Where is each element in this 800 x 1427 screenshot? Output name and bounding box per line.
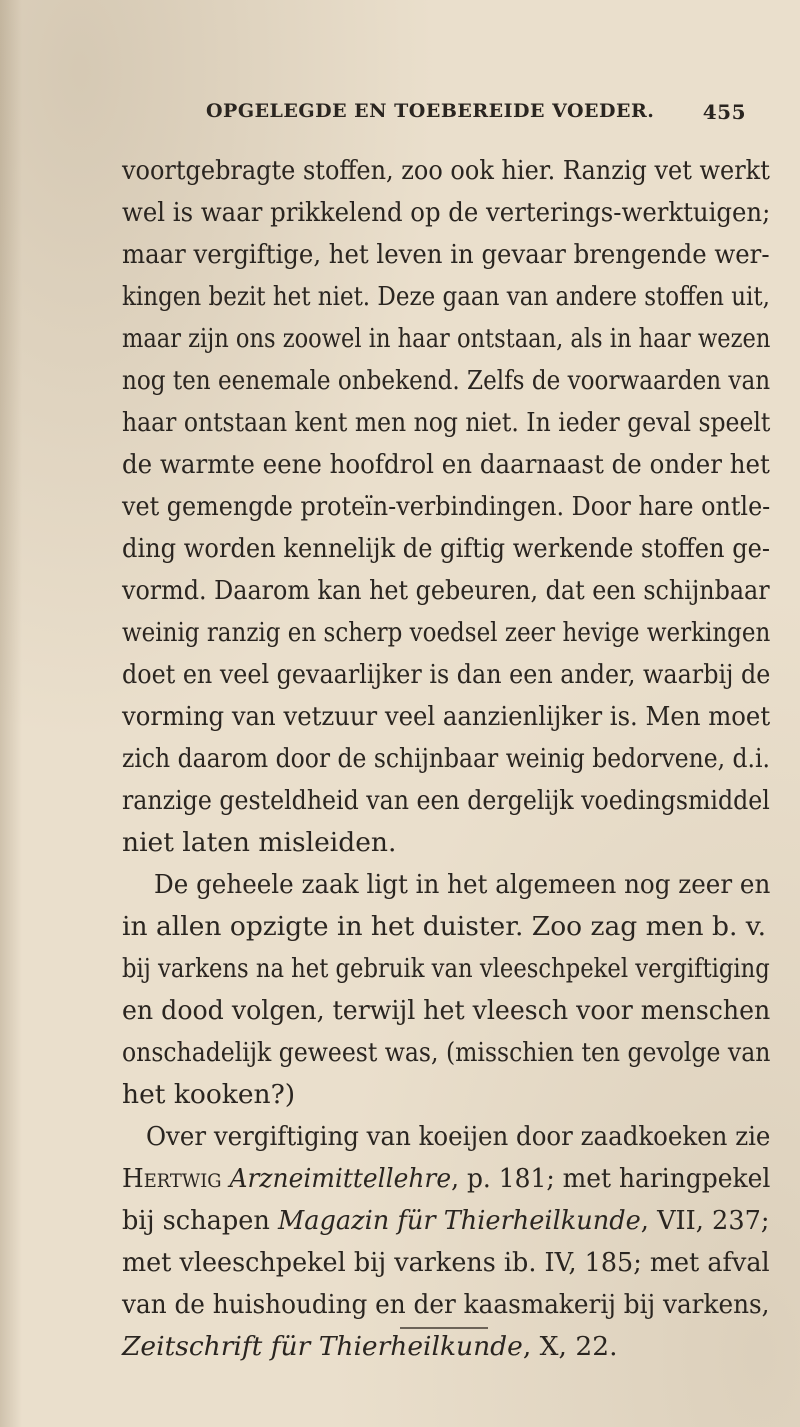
note-line: van de huishouding en der kaasmakerij bij varkens, xyxy=(122,1289,770,1320)
note-line: Zeitschrift für Thierheilkunde, X, 22. xyxy=(122,1331,618,1362)
text-line: zich daarom door de schijnbaar weinig bedorvene, d.i. xyxy=(122,743,770,774)
text-line: niet laten misleiden. xyxy=(122,827,397,858)
text-line: vet gemengde proteïn-verbindingen. Door hare ontle- xyxy=(122,491,771,522)
note-work-title: Arzneimittellehre xyxy=(229,1163,452,1194)
text-line: weinig ranzig en scherp voedsel zeer hevige werkingen xyxy=(122,617,771,648)
text-line: kingen bezit het niet. Deze gaan van andere stoffen uit, xyxy=(122,281,770,312)
note-line: met vleeschpekel bij varkens ib. IV, 185; met afval xyxy=(122,1247,770,1278)
text-line: vormd. Daarom kan het gebeuren, dat een schijnbaar xyxy=(122,575,770,606)
text-line: ding worden kennelijk de giftig werkende stoffen ge- xyxy=(122,533,771,564)
closing-rule xyxy=(400,1327,488,1329)
note-work-title: Magazin für Thierheilkunde xyxy=(277,1205,641,1236)
text-line: onschadelijk geweest was, (misschien ten gevolge van xyxy=(122,1037,771,1068)
text-line: het kooken?) xyxy=(122,1079,296,1110)
text-line: De geheele zaak ligt in het algemeen nog zeer en xyxy=(154,869,771,900)
text-line: wel is waar prikkelend op de verterings-werktuigen; xyxy=(122,197,771,228)
text-line: vorming van vetzuur veel aanzienlijker is. Men moet xyxy=(122,701,771,732)
note-line: Hertwig Arzneimittellehre, p. 181; met haringpekel xyxy=(122,1163,771,1194)
text-line: en dood volgen, terwijl het vleesch voor menschen xyxy=(122,995,771,1026)
page-number: 455 xyxy=(702,100,746,124)
note-work-title: Zeitschrift für Thierheilkunde xyxy=(122,1331,523,1362)
text-line: voortgebragte stoffen, zoo ook hier. Ranzig vet werkt xyxy=(122,155,770,186)
text-line: de warmte eene hoofdrol en daarnaast de onder het xyxy=(122,449,770,480)
text-line: maar zijn ons zoowel in haar ontstaan, als in haar wezen xyxy=(122,323,771,354)
text-line: in allen opzigte in het duister. Zoo zag men b. v. xyxy=(122,911,767,942)
note-line: Over vergiftiging van koeijen door zaadkoeken zie xyxy=(146,1121,771,1152)
text-line: nog ten eenemale onbekend. Zelfs de voorwaarden van xyxy=(122,365,771,396)
running-head xyxy=(206,100,746,140)
running-title: OPGELEGDE EN TOEBEREIDE VOEDER. xyxy=(206,100,655,122)
text-line: maar vergiftige, het leven in gevaar brengende wer- xyxy=(122,239,770,270)
note-author: Hertwig xyxy=(122,1163,222,1194)
note-line: bij schapen Magazin für Thierheilkunde, VII, 237; xyxy=(122,1205,770,1236)
text-line: ranzige gesteldheid van een dergelijk voedingsmiddel xyxy=(122,785,770,816)
text-line: doet en veel gevaarlijker is dan een ander, waarbij de xyxy=(122,659,771,690)
text-line: bij varkens na het gebruik van vleeschpekel vergiftiging xyxy=(122,953,770,984)
text-line: haar ontstaan kent men nog niet. In ieder geval speelt xyxy=(122,407,771,438)
